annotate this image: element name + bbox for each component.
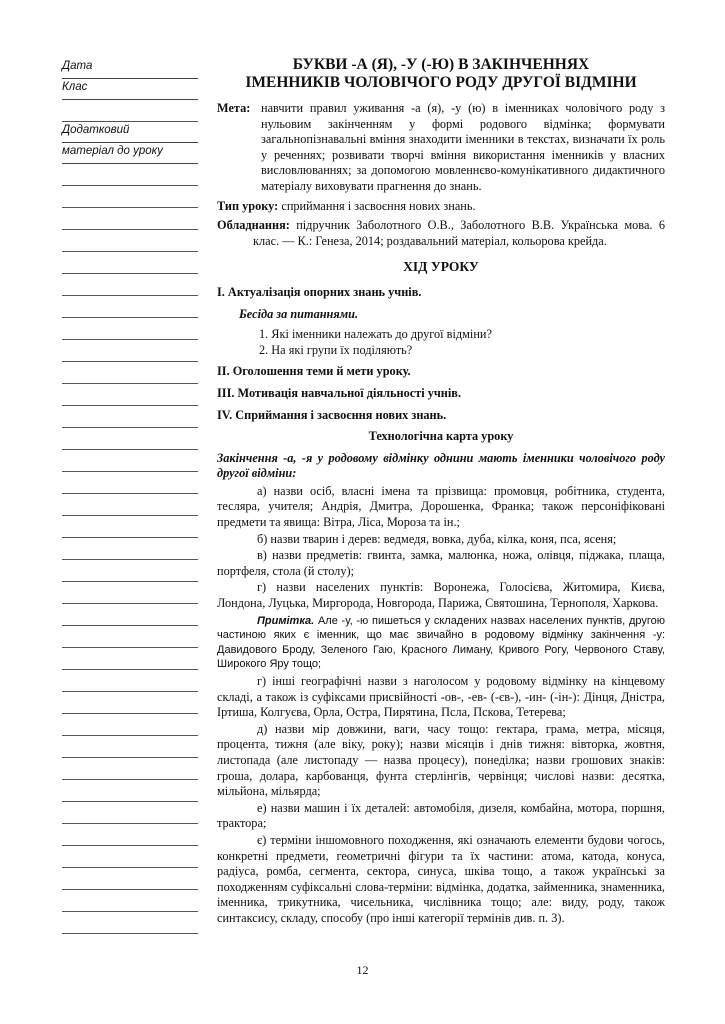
blank-line: [62, 868, 198, 890]
rule-intro: Закінчення -а, -я у родовому відмінку однини мають іменники чоловічого роду другої відміни:: [217, 450, 665, 481]
blank-line: [62, 450, 198, 472]
goal-text: навчити правил уживання -а (я), -у (ю) в іменниках чоловічого роду з нульовим закінченням у формі родового відмінка; формувати загальнопізнавальні вміння знаходити іменники в текстах, визначати їх роль у реченнях; розвивати творчі вміння використання іменників у власних висловлюваннях; за допомогою мовленнєво-комунікативного дидактичного матеріалу виховувати прагнення до знань.: [261, 101, 665, 193]
blank-line: [62, 626, 198, 648]
page-content: [217, 56, 665, 928]
equipment-row: [217, 218, 665, 249]
section-1-subtitle: Бесіда за питаннями.: [239, 306, 359, 321]
rule-item-e: е) назви машин і їх деталей: автомобіля, дизеля, комбайна, мотора, поршня, трактора;: [217, 800, 665, 831]
card-title: Технологічна карта уроку: [368, 429, 514, 444]
blank-line: [62, 538, 198, 560]
blank-line: [62, 824, 198, 846]
question-2: 2. На які групи їх поділяють?: [259, 342, 413, 357]
question-1: 1. Які іменники належать до другої відміни?: [259, 327, 492, 342]
extra-material-label-1: Додатковий: [62, 122, 198, 143]
blank-line: [62, 582, 198, 604]
date-field: Дата: [62, 58, 198, 79]
rule-item-ye: є) терміни іншомовного походження, які означають елементи будови чогось, конкретні предмети, геометричні фігури та їх частини: атома, катода, конуса, радіуса, ромба, сегмента, сектора, синуса, шківа тощо, а також українські за походженням суфіксальні слова-терміни: відмінка, додатка, займенника, знаменника, іменника, трикутника, чисельника, числівника тощо; але: виду, роду, також синтаксису, складу, способу (про інші категорії термінів див. п. 3).: [217, 832, 665, 925]
rule-item-g2: г) інші географічні назви з наголосом у родовому відмінку на кінцевому складі, а також із суфіксами присвійності -ов-, -ев- (-єв-), -ин- (-ін-): Дінця, Дністра, Іртиша, Колгуєва, Орла, Остра, Пирятина, Псла, Пскова, Тетерева;: [217, 674, 665, 720]
blank-line: [62, 714, 198, 736]
rule-item-a: а) назви осіб, власні імена та прізвища: промовця, робітника, студента, тесляра, учителя; Андрія, Дмитра, Дорошенка, Франка; також персоніфіковані предмети та явища: Вітра, Ліса, Мороза та ін.;: [217, 483, 665, 530]
blank-line: [62, 516, 198, 538]
blank-line: [62, 252, 198, 274]
blank-line: [62, 670, 198, 692]
lesson-heading: ХІД УРОКУ: [403, 259, 479, 275]
blank-line: [62, 736, 198, 758]
type-row: [217, 199, 665, 215]
blank-line: [62, 186, 198, 208]
blank-line: [62, 100, 198, 122]
blank-line: [62, 406, 198, 428]
type-text: сприймання і засвоєння нових знань.: [281, 198, 476, 213]
note-text: Але -у, -ю пишеться у складених назвах населених пунктів, другою частиною яких є іменник, що має звичайно в родовому відмінку закінчення -у: Давидового Броду, Зеленого Гаю, Красного Лиману, Кривого Рогу, Червоного Ставу, Широкого Яру тощо;: [217, 614, 665, 671]
rule-item-g: г) назви населених пунктів: Воронежа, Голосієва, Житомира, Києва, Лондона, Луцька, Миргорода, Новгорода, Парижа, Святошина, Тернополя, Харкова.: [217, 580, 665, 611]
blank-line: [62, 648, 198, 670]
blank-line: [62, 340, 198, 362]
rule-item-b: б) назви тварин і дерев: ведмедя, вовка, дуба, кілка, коня, пса, ясеня;: [257, 531, 617, 546]
blank-line: [62, 846, 198, 868]
blank-line: [62, 692, 198, 714]
notes-lines: [62, 164, 198, 934]
title-line-2: ІМЕННИКІВ ЧОЛОВІЧОГО РОДУ ДРУГОЇ ВІДМІНИ: [245, 74, 637, 91]
goal-label: Мета:: [217, 101, 251, 115]
margin-sidebar: [62, 58, 198, 934]
blank-line: [62, 780, 198, 802]
blank-line: [62, 758, 198, 780]
blank-line: [62, 802, 198, 824]
page-number: 12: [356, 963, 369, 977]
blank-line: [62, 428, 198, 450]
blank-line: [62, 912, 198, 934]
blank-line: [62, 494, 198, 516]
blank-line: [62, 384, 198, 406]
page-title: [217, 56, 665, 92]
section-4: IV. Сприймання і засвоєння нових знань.: [217, 407, 447, 422]
extra-material-label-2: матеріал до уроку: [62, 143, 198, 164]
title-line-1: БУКВИ -А (Я), -У (-Ю) В ЗАКІНЧЕННЯХ: [292, 56, 590, 73]
equipment-label: Обладнання:: [217, 218, 290, 233]
note: [217, 614, 665, 672]
blank-line: [62, 164, 198, 186]
blank-line: [62, 362, 198, 384]
blank-line: [62, 604, 198, 626]
blank-line: [62, 274, 198, 296]
rule-item-d: д) назви мір довжини, ваги, часу тощо: гектара, грама, метра, місяця, процента, тижня (але віку, року); назви місяців і днів тижня: вівторка, жовтня, листопада (але листопаду — назва процесу), понеділка; назви грошових знаків: гроша, долара, карбованця, фунта стерлінгів, червінця; числові назви: десятка, мільйона, мільярда;: [217, 721, 665, 799]
rule-item-v: в) назви предметів: гвинта, замка, малюнка, ножа, олівця, піджака, плаща, портфеля, стола (й столу);: [217, 548, 665, 578]
section-2: ІІ. Оголошення теми й мети уроку.: [217, 364, 411, 379]
blank-line: [62, 208, 198, 230]
type-label: Тип уроку:: [217, 198, 279, 213]
goal-row: [217, 101, 665, 195]
class-field: Клас: [62, 79, 198, 100]
blank-line: [62, 560, 198, 582]
blank-line: [62, 890, 198, 912]
equipment-text: підручник Заболотного О.В., Заболотного В.В. Українська мова. 6 клас. — К.: Генеза, 2014; роздавальний матеріал, кольорова крейда.: [253, 218, 665, 248]
blank-line: [62, 318, 198, 340]
blank-line: [62, 472, 198, 494]
section-3: ІІІ. Мотивація навчальної діяльності учнів.: [217, 385, 462, 400]
note-label: Примітка.: [257, 614, 315, 627]
blank-line: [62, 230, 198, 252]
section-1: І. Актуалізація опорних знань учнів.: [217, 284, 422, 299]
blank-line: [62, 296, 198, 318]
